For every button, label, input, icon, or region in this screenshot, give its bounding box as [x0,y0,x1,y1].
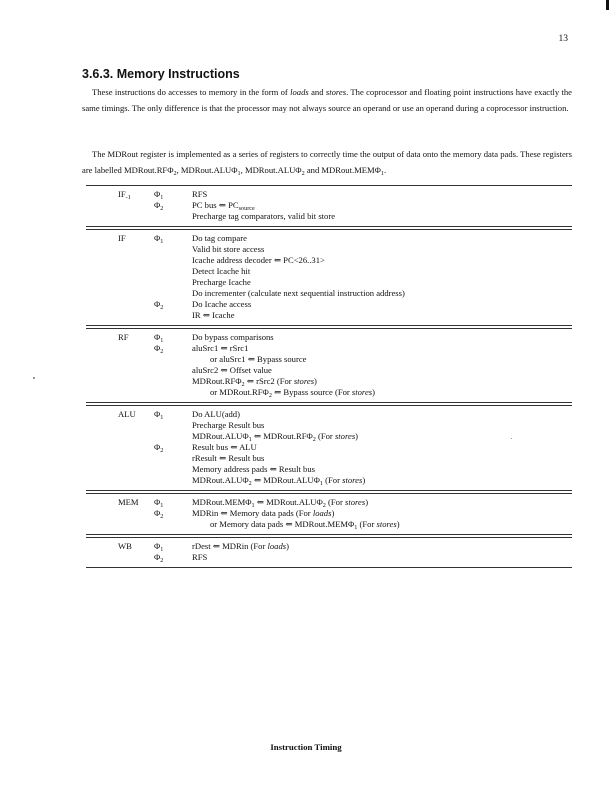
operation-part: stores [334,431,356,441]
operation-row [86,453,572,464]
operation-part: MDRout.ALUΦ [192,475,249,485]
operation-part: ) [314,376,317,386]
operation-part: aluSrc2 ⇐ Offset value [192,365,272,375]
stage-block [86,537,572,568]
operation-row [86,497,572,508]
para1-text-1: These instructions do accesses to memory in the form of [92,87,291,97]
phase-number: 2 [160,304,164,311]
operation-row [86,475,572,486]
stage-name-text: ALU [118,409,136,419]
operation-part: loads [312,508,332,518]
operation-part: ⇐ Bypass source (For [271,387,352,397]
operation-row [86,541,572,552]
operation-row [86,365,572,376]
operation-part: ⇐ MDRout.RFΦ [251,431,313,441]
operation-row [86,343,572,354]
operation-part: Memory address pads ⇐ Result bus [192,464,315,474]
operation-part: 2 [322,502,326,509]
operation-text [210,387,375,398]
operation-text [210,354,306,365]
stage-block [86,229,572,326]
operation-part: or aluSrc1 ⇐ Bypass source [210,354,307,364]
operation-text [192,332,274,343]
clock-phase [154,299,163,310]
operation-part: Result bus ⇐ ALU [192,442,257,452]
operation-text [192,255,325,266]
operation-row [86,409,572,420]
clock-phase [154,332,163,343]
intro-paragraph [82,84,572,116]
para2-text-5: . [384,165,387,175]
operation-row [86,420,572,431]
clock-phase [154,233,163,244]
operation-text [192,343,248,354]
operation-part: Do incrementer (calculate next sequential instruction address) [192,288,405,298]
operation-part: Icache address decoder ⇐ PC<26..31> [192,255,325,265]
operation-row [86,277,572,288]
operation-part: or Memory data pads ⇐ MDRout.MEMΦ [210,519,355,529]
operation-part: ⇐ rSrc2 (For [244,376,294,386]
operation-part: stores [342,475,363,485]
phi-symbol: Φ [154,233,161,243]
stage-name-text: WB [118,541,132,551]
scan-speck [511,438,512,439]
operation-part: Detect Icache hit [192,266,251,276]
operation-part: 1 [319,480,323,487]
operation-part: source [238,205,255,212]
clock-phase [154,541,163,552]
phase-number: 1 [160,546,164,553]
phase-number: 1 [160,238,164,245]
operation-row [86,442,572,453]
operation-text [192,189,207,200]
operation-part: ) [365,497,369,507]
para2-sub-1: 2 [173,170,177,177]
footer-title: Instruction Timing [270,742,342,752]
clock-phase [154,497,163,508]
operation-part: RFS [192,552,208,562]
phase-number: 2 [160,557,164,564]
operation-row [86,508,572,519]
phi-symbol: Φ [154,200,161,210]
operation-text [192,233,247,244]
phase-number: 1 [160,337,164,344]
para2-sub-3: 2 [301,170,305,177]
operation-text [192,211,335,222]
para1-stores: stores [325,87,347,97]
operation-text [192,266,250,277]
operation-part: ) [372,387,375,397]
operation-text [192,497,368,508]
operation-part: ) [331,508,335,518]
operation-text [192,200,255,211]
page-number: 13 [558,34,568,44]
operation-text [192,541,289,552]
stage-name-text: RF [118,332,129,342]
para1-text-2: . The coprocessor and floating point instructions have exactly the same timings. The only difference is that the processor may not always source an operand or use an operand during a coprocessor instruction. [82,87,572,113]
phi-symbol: Φ [154,189,161,199]
operation-part: Precharge Result bus [192,420,265,430]
operation-part: ) [396,519,400,529]
phi-symbol: Φ [154,299,161,309]
operation-part: 1 [248,436,252,443]
operation-part: 1 [354,524,358,531]
operation-text [192,475,365,486]
page-edge-mark [606,0,609,10]
operation-part: rDest ⇐ MDRin (For [192,541,268,551]
operation-text [192,299,251,310]
operation-text [192,365,272,376]
stage-block [86,328,572,403]
operation-text [192,409,240,420]
phase-number: 1 [160,414,164,421]
section-title: Memory Instructions [116,67,240,81]
operation-part: Do ALU(add) [192,409,240,419]
operation-row [86,255,572,266]
phase-number: 1 [160,194,164,201]
operation-part: Do tag compare [192,233,247,243]
operation-row [86,332,572,343]
operation-text [192,464,315,475]
operation-part: 2 [312,436,316,443]
operation-part: MDRout.ALUΦ [192,431,249,441]
operation-part: 2 [268,392,272,399]
phi-symbol: Φ [154,497,161,507]
operation-row [86,431,572,442]
operation-part: stores [376,519,397,529]
operation-part: (For [357,519,377,529]
operation-row [86,464,572,475]
phase-number: 2 [160,447,164,454]
para2-text-1: The MDRout register is implemented as a series of registers to correctly time the output of data onto the memory data pads. These registers are labelled MDRout.RFΦ [82,149,572,175]
mdrout-paragraph [82,146,572,178]
operation-text [192,244,264,255]
phi-symbol: Φ [154,343,161,353]
clock-phase [154,200,163,211]
operation-part: MDRout.RFΦ [192,376,242,386]
operation-row [86,200,572,211]
stage-block [86,493,572,535]
operation-text [192,552,207,563]
operation-part: (For [315,431,335,441]
operation-text [192,376,317,387]
phi-symbol: Φ [154,508,161,518]
operation-part: 2 [248,480,252,487]
operation-text [192,431,358,442]
operation-row [86,552,572,563]
phase-number: 2 [160,205,164,212]
operation-part: rResult ⇐ Result bus [192,453,265,463]
stage-name-text: IF [118,189,126,199]
operation-row [86,244,572,255]
operation-part: MDRout.MEMΦ [192,497,252,507]
para2-text-3: , MDRout.ALUΦ [240,165,302,175]
operation-part: (For [323,475,343,485]
operation-part: ) [362,475,366,485]
operation-text [192,277,251,288]
operation-text [192,442,257,453]
phi-symbol: Φ [154,409,161,419]
operation-part: ) [286,541,289,551]
section-number: 3.6.3. [82,67,114,81]
operation-text [210,519,400,530]
operation-part: RFS [192,189,208,199]
stage-name-subscript: -1 [125,194,131,201]
operation-row [86,519,572,530]
operation-part: Do Icache access [192,299,252,309]
clock-phase [154,409,163,420]
stage-block [86,185,572,227]
operation-part: stores [351,387,373,397]
operation-part: or MDRout.RFΦ [210,387,269,397]
phase-number: 1 [160,502,164,509]
stage-name-text: MEM [118,497,139,507]
operation-row [86,299,572,310]
phi-symbol: Φ [154,541,161,551]
operation-text [192,508,334,519]
para2-text-4: and MDRout.MEMΦ [304,165,381,175]
para2-sub-4: 1 [380,170,385,177]
para1-and: and [308,87,326,97]
phi-symbol: Φ [154,552,161,562]
scan-speck [33,377,35,379]
stage-block [86,405,572,491]
clock-phase [154,508,163,519]
operation-row [86,387,572,398]
clock-phase [154,189,163,200]
operation-row [86,211,572,222]
phi-symbol: Φ [154,442,161,452]
para1-loads: loads [290,87,309,97]
operation-row [86,310,572,321]
operation-row [86,376,572,387]
clock-phase [154,552,163,563]
operation-text [192,453,264,464]
operation-row [86,288,572,299]
operation-part: (For [325,497,345,507]
operation-text [192,288,405,299]
operation-row [86,354,572,365]
operation-part: Do bypass comparisons [192,332,274,342]
para2-text-2: , MDRout.ALUΦ [176,165,238,175]
operation-row [86,189,572,200]
operation-row [86,266,572,277]
operation-text [192,420,264,431]
operation-text [192,310,235,321]
phase-number: 2 [160,348,164,355]
stage-name-text: IF [118,233,126,243]
operation-part: Precharge tag comparators, valid bit store [192,211,336,221]
operation-part: aluSrc1 ⇐ rSrc1 [192,343,249,353]
operation-part: ) [355,431,359,441]
operation-part: Precharge Icache [192,277,251,287]
operation-part: 1 [251,502,255,509]
clock-phase [154,442,163,453]
section-heading [82,67,240,81]
operation-part: PC bus ⇐ PC [192,200,239,210]
operation-part: ⇐ MDRout.ALUΦ [251,475,320,485]
timing-table [86,185,572,570]
operation-part: MDRin ⇐ Memory data pads (For [192,508,313,518]
operation-part: stores [344,497,366,507]
operation-part: IR ⇐ Icache [192,310,235,320]
operation-row [86,233,572,244]
operation-part: ⇐ MDRout.ALUΦ [254,497,323,507]
phi-symbol: Φ [154,332,161,342]
operation-part: stores [293,376,315,386]
para2-sub-2: 1 [237,170,241,177]
clock-phase [154,343,163,354]
operation-part: 2 [241,381,245,388]
operation-part: loads [267,541,287,551]
phase-number: 2 [160,513,164,520]
operation-part: Valid bit store access [192,244,265,254]
